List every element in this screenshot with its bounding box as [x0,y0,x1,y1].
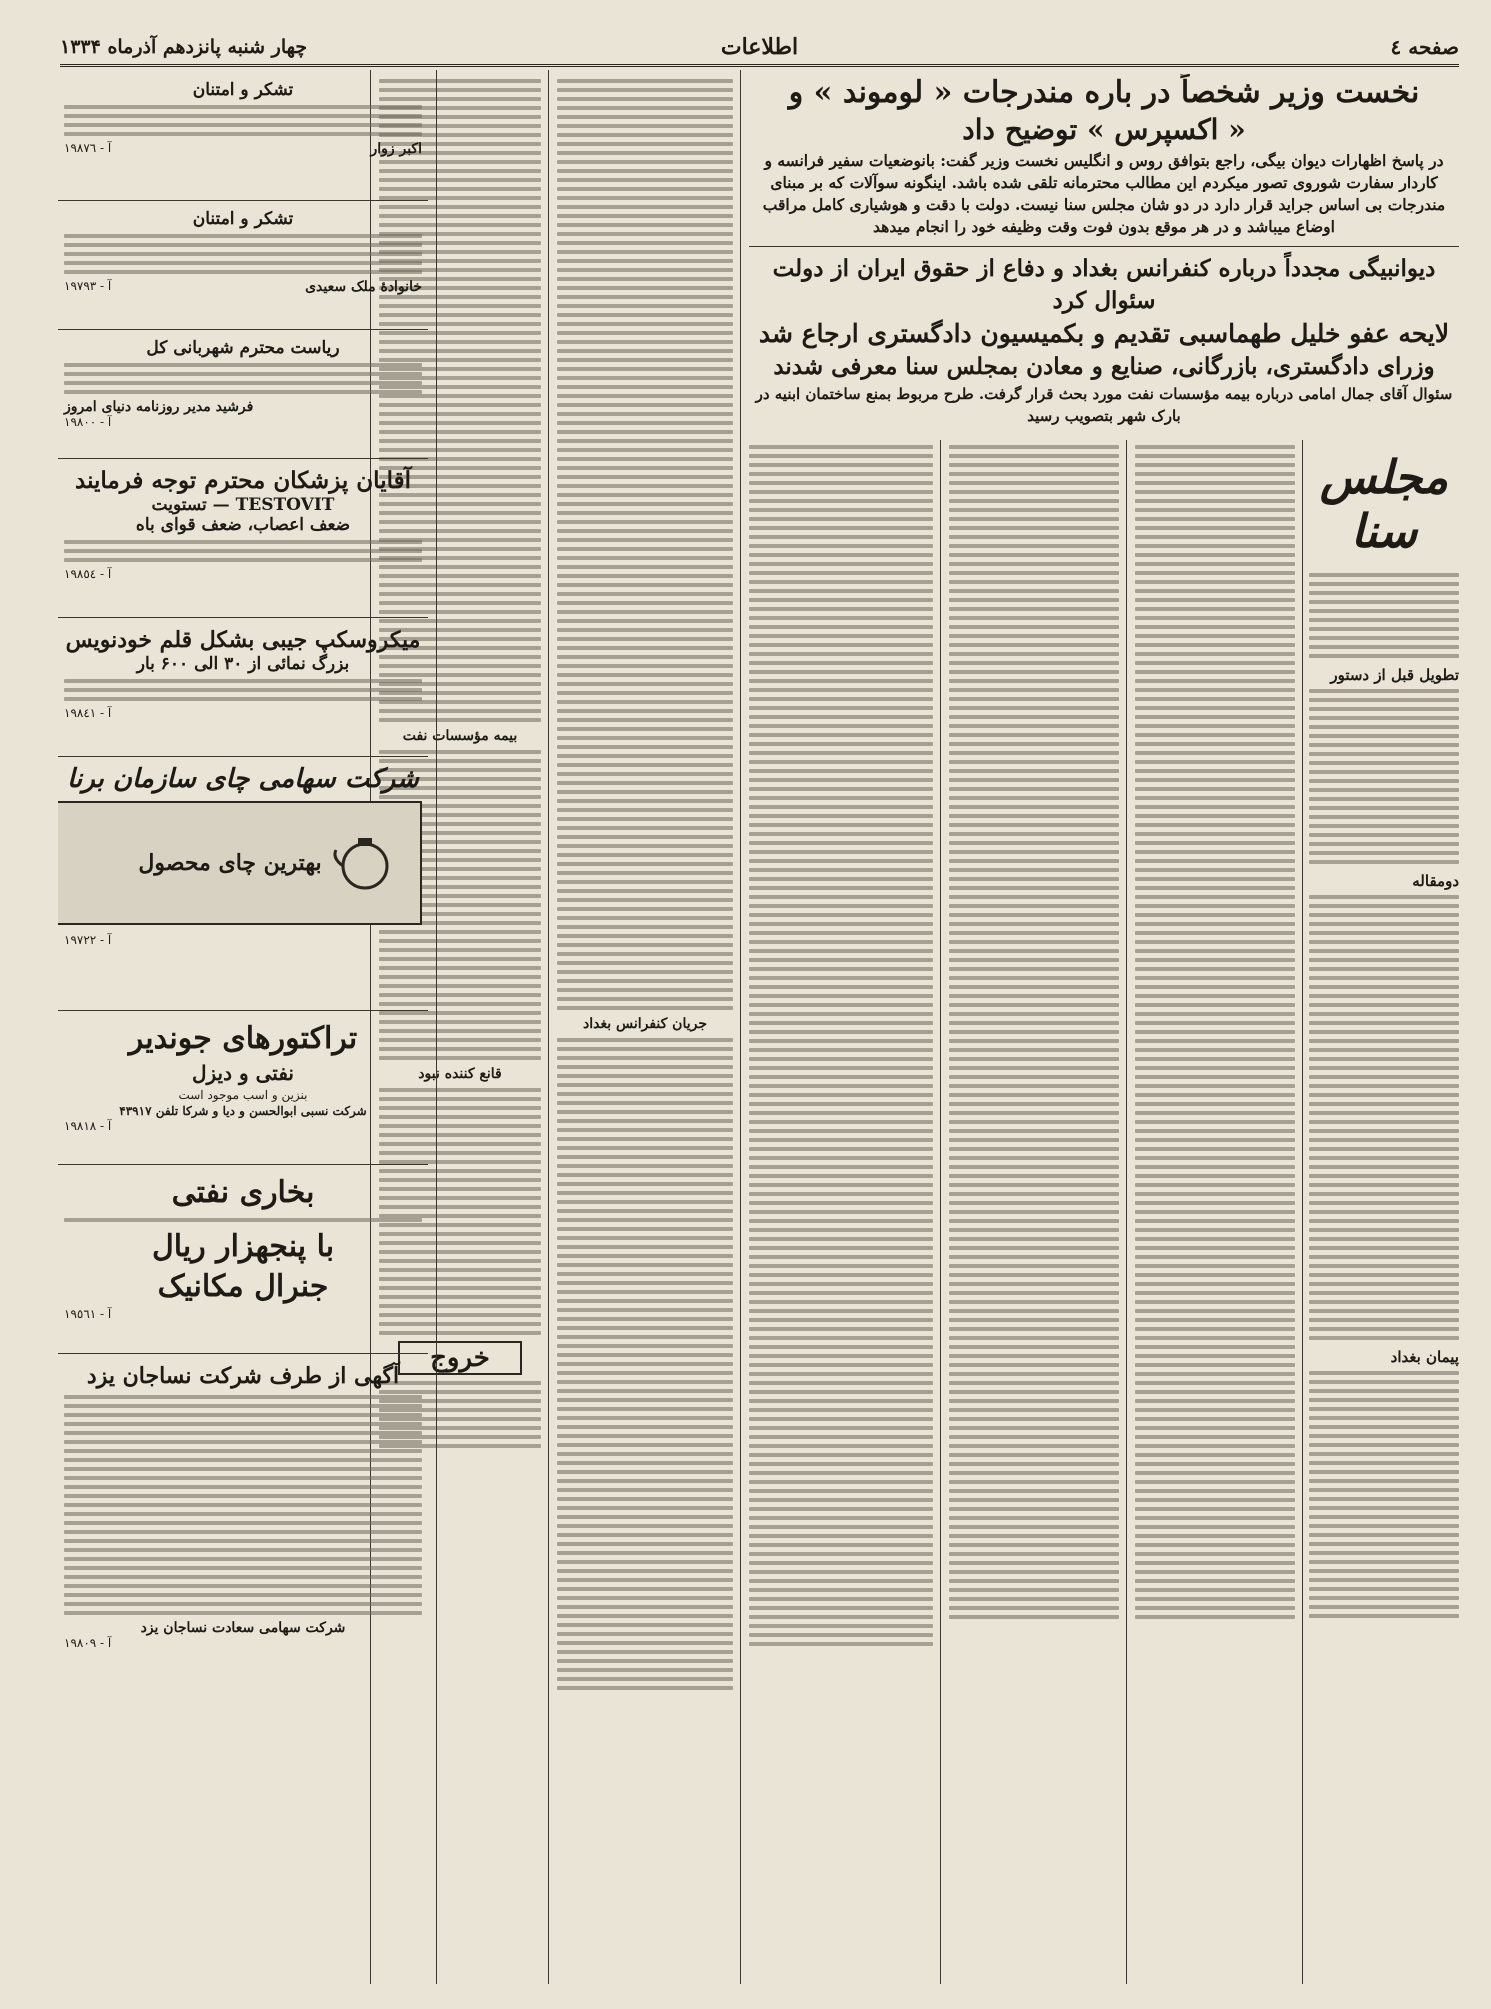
ad-title: شرکت سهامی چای سازمان برنا [67,764,419,794]
tea-logo [58,801,422,925]
article-text [1135,445,1295,1619]
ad-subtitle: ضعف اعصاب، ضعف قوای باه [135,515,351,535]
ad-signature: اکبر زوار [370,141,422,157]
ad-title: بخاری نفتی [171,1175,315,1210]
ad-price: با پنجهزار ریال [151,1229,335,1264]
logo-text: بهترین چای محصول [138,850,322,876]
article-text [557,1038,733,1690]
ad-signature: خانوادهٔ ملک سعیدی [305,279,422,295]
exit-box: خروج [398,1341,522,1375]
ad-code: آ - ١٩٧٩٣ [64,279,112,293]
article-text [1309,573,1459,658]
ads-column [58,72,428,1987]
article-text [1309,895,1459,1340]
column-rule [1126,440,1127,1984]
column-rule [548,70,549,1984]
ad-line: بنزین و اسب موجود است [178,1088,308,1102]
headline-1: نخست وزیر شخصاً در باره مندرجات « لوموند » و [788,75,1420,110]
column-rule [740,70,741,1984]
ad-code: آ - ١٩٨٥٤ [64,567,112,581]
ad-text [64,363,422,394]
section-heading: جریان کنفرانس بغداد [582,1016,708,1032]
article-text [949,445,1119,1619]
column-rule [1302,440,1303,1984]
ad-text [64,679,422,701]
ad-code: آ - ١٩٨٤١ [64,706,112,720]
ad-title: آگهی از طرف شرکت نساجان یزد [86,1363,400,1389]
article-column [557,74,733,1984]
ad-code: آ - ١٩٨٧٦ [64,141,112,155]
ad-code: آ - ١٩٨١٨ [64,1119,112,1133]
ad-title: میکروسکپ جیبی بشکل قلم خودنویس [65,627,421,653]
ad-signature: فرشید مدیر روزنامه دنیای امروز [64,399,254,415]
ad-subtitle: نفتی و دیزل [191,1061,294,1085]
ad-code: آ - ١٩٨٠٩ [64,1636,112,1650]
ad-title: تراکتورهای جوندیر [128,1021,358,1056]
article-text [1309,1371,1459,1618]
page-number: صفحه ٤ [1390,35,1459,59]
masthead [60,30,1459,67]
divider [749,246,1459,247]
article-column [749,440,933,1980]
ad-title: آقایان پزشکان محترم توجه فرمایند [75,467,411,494]
thanks-ad [58,201,428,330]
tractor-ad [58,1011,428,1165]
column-rule [436,70,437,1984]
ad-signature: شرکت سهامی سعادت نساجان یزد [140,1620,346,1636]
thanks-ad [58,72,428,201]
microscope-ad [58,618,428,757]
ad-title: ریاست محترم شهربانی کل [146,338,340,358]
doctors-ad [58,459,428,618]
company-notice-ad [58,1354,428,1660]
ad-text [64,1395,422,1615]
section-heading: تطویل قبل از دستور [1330,666,1459,684]
ad-text [64,540,422,562]
ad-text [64,1218,422,1222]
headline-2: « اکسپرس » توضیح داد [962,113,1246,146]
ad-text [64,234,422,274]
ad-title: تشکر و امتنان [192,80,294,100]
section-heading: بیمه مؤسسات نفت [402,728,518,744]
section-heading: قانع کننده نبود [418,1066,502,1082]
senate-logo: مجلس سنا [1319,450,1449,558]
teapot-icon [330,828,400,898]
article-text [557,79,733,1010]
tea-ad [58,757,428,1011]
article-text [1309,689,1459,864]
product-name: TESTOVIT — تستویت [151,495,335,515]
lead-subhead: در پاسخ اظهارات دیوان بیگی، راجع بتوافق روس و انگلیس نخست وزیر گفت: بانوضعیات سفیر فرانسه و کاردار سفارت شوروی تصور میکردم این مطالب محترمانه تلقی شده باشد. اینگونه سوآلات که بر مبنای مندرجات بی اساس جراید قرار دارد در دو شان مجلس سنا نیست. دولت با دقت و هوشیاری کامل مراقب اوضاع میباشد و در هر موقع بدون فوت وقت وظیفه خود را انجام میدهد [762,151,1446,236]
article-text [749,445,933,1646]
section-heading: دومقاله [1412,872,1459,890]
ad-subtitle: بزرگ نمائی از ۳۰ الی ۶۰۰ بار [136,654,350,674]
subhead-2: سئوال آقای جمال امامی درباره بیمه مؤسسات نفت مورد بحث قرار گرفت. طرح مربوط بمنع ساختمان ابنیه در بارک شهر بتصویب رسید [755,385,1453,425]
lead-headline-block [749,74,1459,434]
ad-brand: جنرال مکانیک [157,1269,329,1304]
notice-ad [58,330,428,459]
ad-code: آ - ١٩٧٢٢ [64,933,112,947]
ad-text [64,105,422,136]
ad-code: آ - ١٩٨٠٠ [64,415,112,429]
column-rule [940,440,941,1984]
heater-ad [58,1165,428,1354]
paper-name: اطلاعات [720,34,799,60]
headline-5: وزرای دادگستری، بازرگانی، صنایع و معادن بمجلس سنا معرفی شدند [773,353,1435,380]
senate-column [1309,440,1459,1980]
ad-phone: شرکت نسبی ابوالحسن و دیا و شرکا تلفن ۴۳۹۱۷ [119,1104,367,1118]
article-column [949,440,1119,1980]
headline-3: دیوانبیگی مجدداً درباره کنفرانس بغداد و دفاع از حقوق ایران از دولت سئوال کرد [772,255,1436,314]
headline-4: لایحه عفو خلیل طهماسبی تقدیم و بکمیسیون دادگستری ارجاع شد [758,319,1450,348]
section-heading: پیمان بغداد [1390,1348,1459,1366]
issue-date: چهار شنبه پانزدهم آذرماه ۱۳۳۴ [60,36,308,58]
ad-code: آ - ١٩٥٦١ [64,1307,112,1321]
ad-title: تشکر و امتنان [192,209,294,229]
article-column [1135,440,1295,1980]
